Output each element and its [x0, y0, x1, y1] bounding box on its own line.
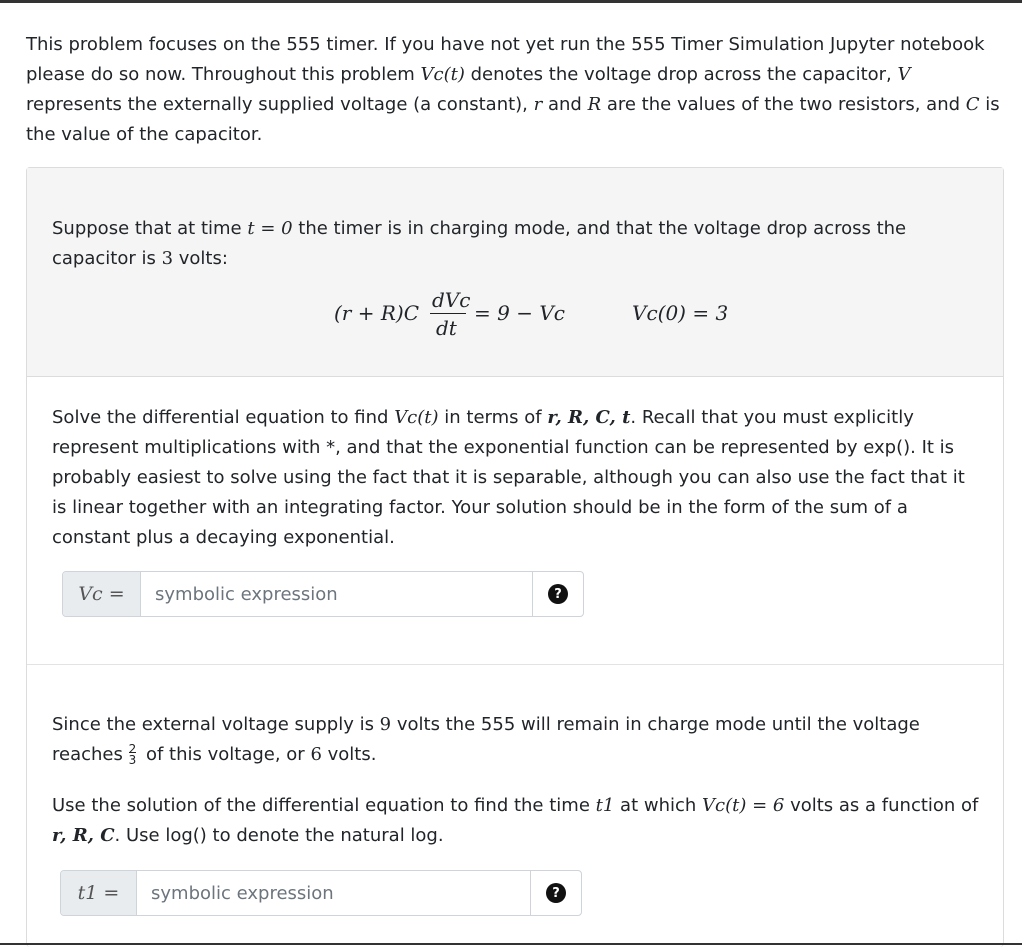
initial-condition: Vc(0) = 3	[632, 301, 729, 325]
setup-text: Suppose that at time t = 0 the timer is in charging mode, and that the voltage drop across the capacitor is 3 volts:	[52, 218, 907, 269]
t1-label: t1 =	[61, 871, 137, 915]
t1-answer-input[interactable]	[137, 871, 530, 915]
t1-help-button[interactable]	[530, 871, 581, 915]
part1-prompt: Solve the differential equation to find Vc(t) in terms of r, R, C, t. Recall that you must explicitly represent multiplications with *, and that the exponential function can be represented by exp(). It is probably easiest to solve using the fact that it is separable, although you can also use the fact that it is linear together with an integrating factor. Your solution should be in the form of the sum of a constant plus a decaying exponential.	[52, 407, 965, 548]
top-border	[0, 0, 1022, 3]
bottom-border	[0, 943, 1022, 945]
two-thirds-fraction: 2 3	[128, 742, 137, 767]
part2-prompt: Use the solution of the differential equation to find the time t1 at which Vc(t) = 6 volts as a function of r, R, C. Use log() to denote the natural log.	[52, 795, 979, 846]
help-icon: ?	[546, 883, 566, 903]
intro-paragraph: This problem focuses on the 555 timer. If you have not yet run the 555 Timer Simulation Jupyter notebook please do so now. Throughout this problem Vc(t) denotes the voltage drop across the capacitor, V represents the externally supplied voltage (a constant), r and R are the values of the two resistors, and C is the value of the capacitor.	[26, 34, 1000, 145]
vc-answer-input[interactable]	[141, 572, 532, 616]
vc-help-button[interactable]	[532, 572, 583, 616]
problem-card	[26, 167, 1004, 947]
vc-answer-group	[62, 571, 584, 617]
help-icon: ?	[548, 584, 568, 604]
vc-label: Vc =	[63, 572, 141, 616]
differential-equation: (r + R)C dVc dt = 9 − Vc Vc(0) = 3	[334, 288, 729, 340]
part1-section	[27, 376, 1003, 665]
t1-answer-group	[60, 870, 582, 916]
part2-context: Since the external voltage supply is 9 volts the 555 will remain in charge mode until the voltage reaches 2 3 of this voltage, or 6 volts.	[52, 714, 920, 767]
part2-section	[27, 664, 1003, 948]
setup-section	[27, 168, 1003, 377]
